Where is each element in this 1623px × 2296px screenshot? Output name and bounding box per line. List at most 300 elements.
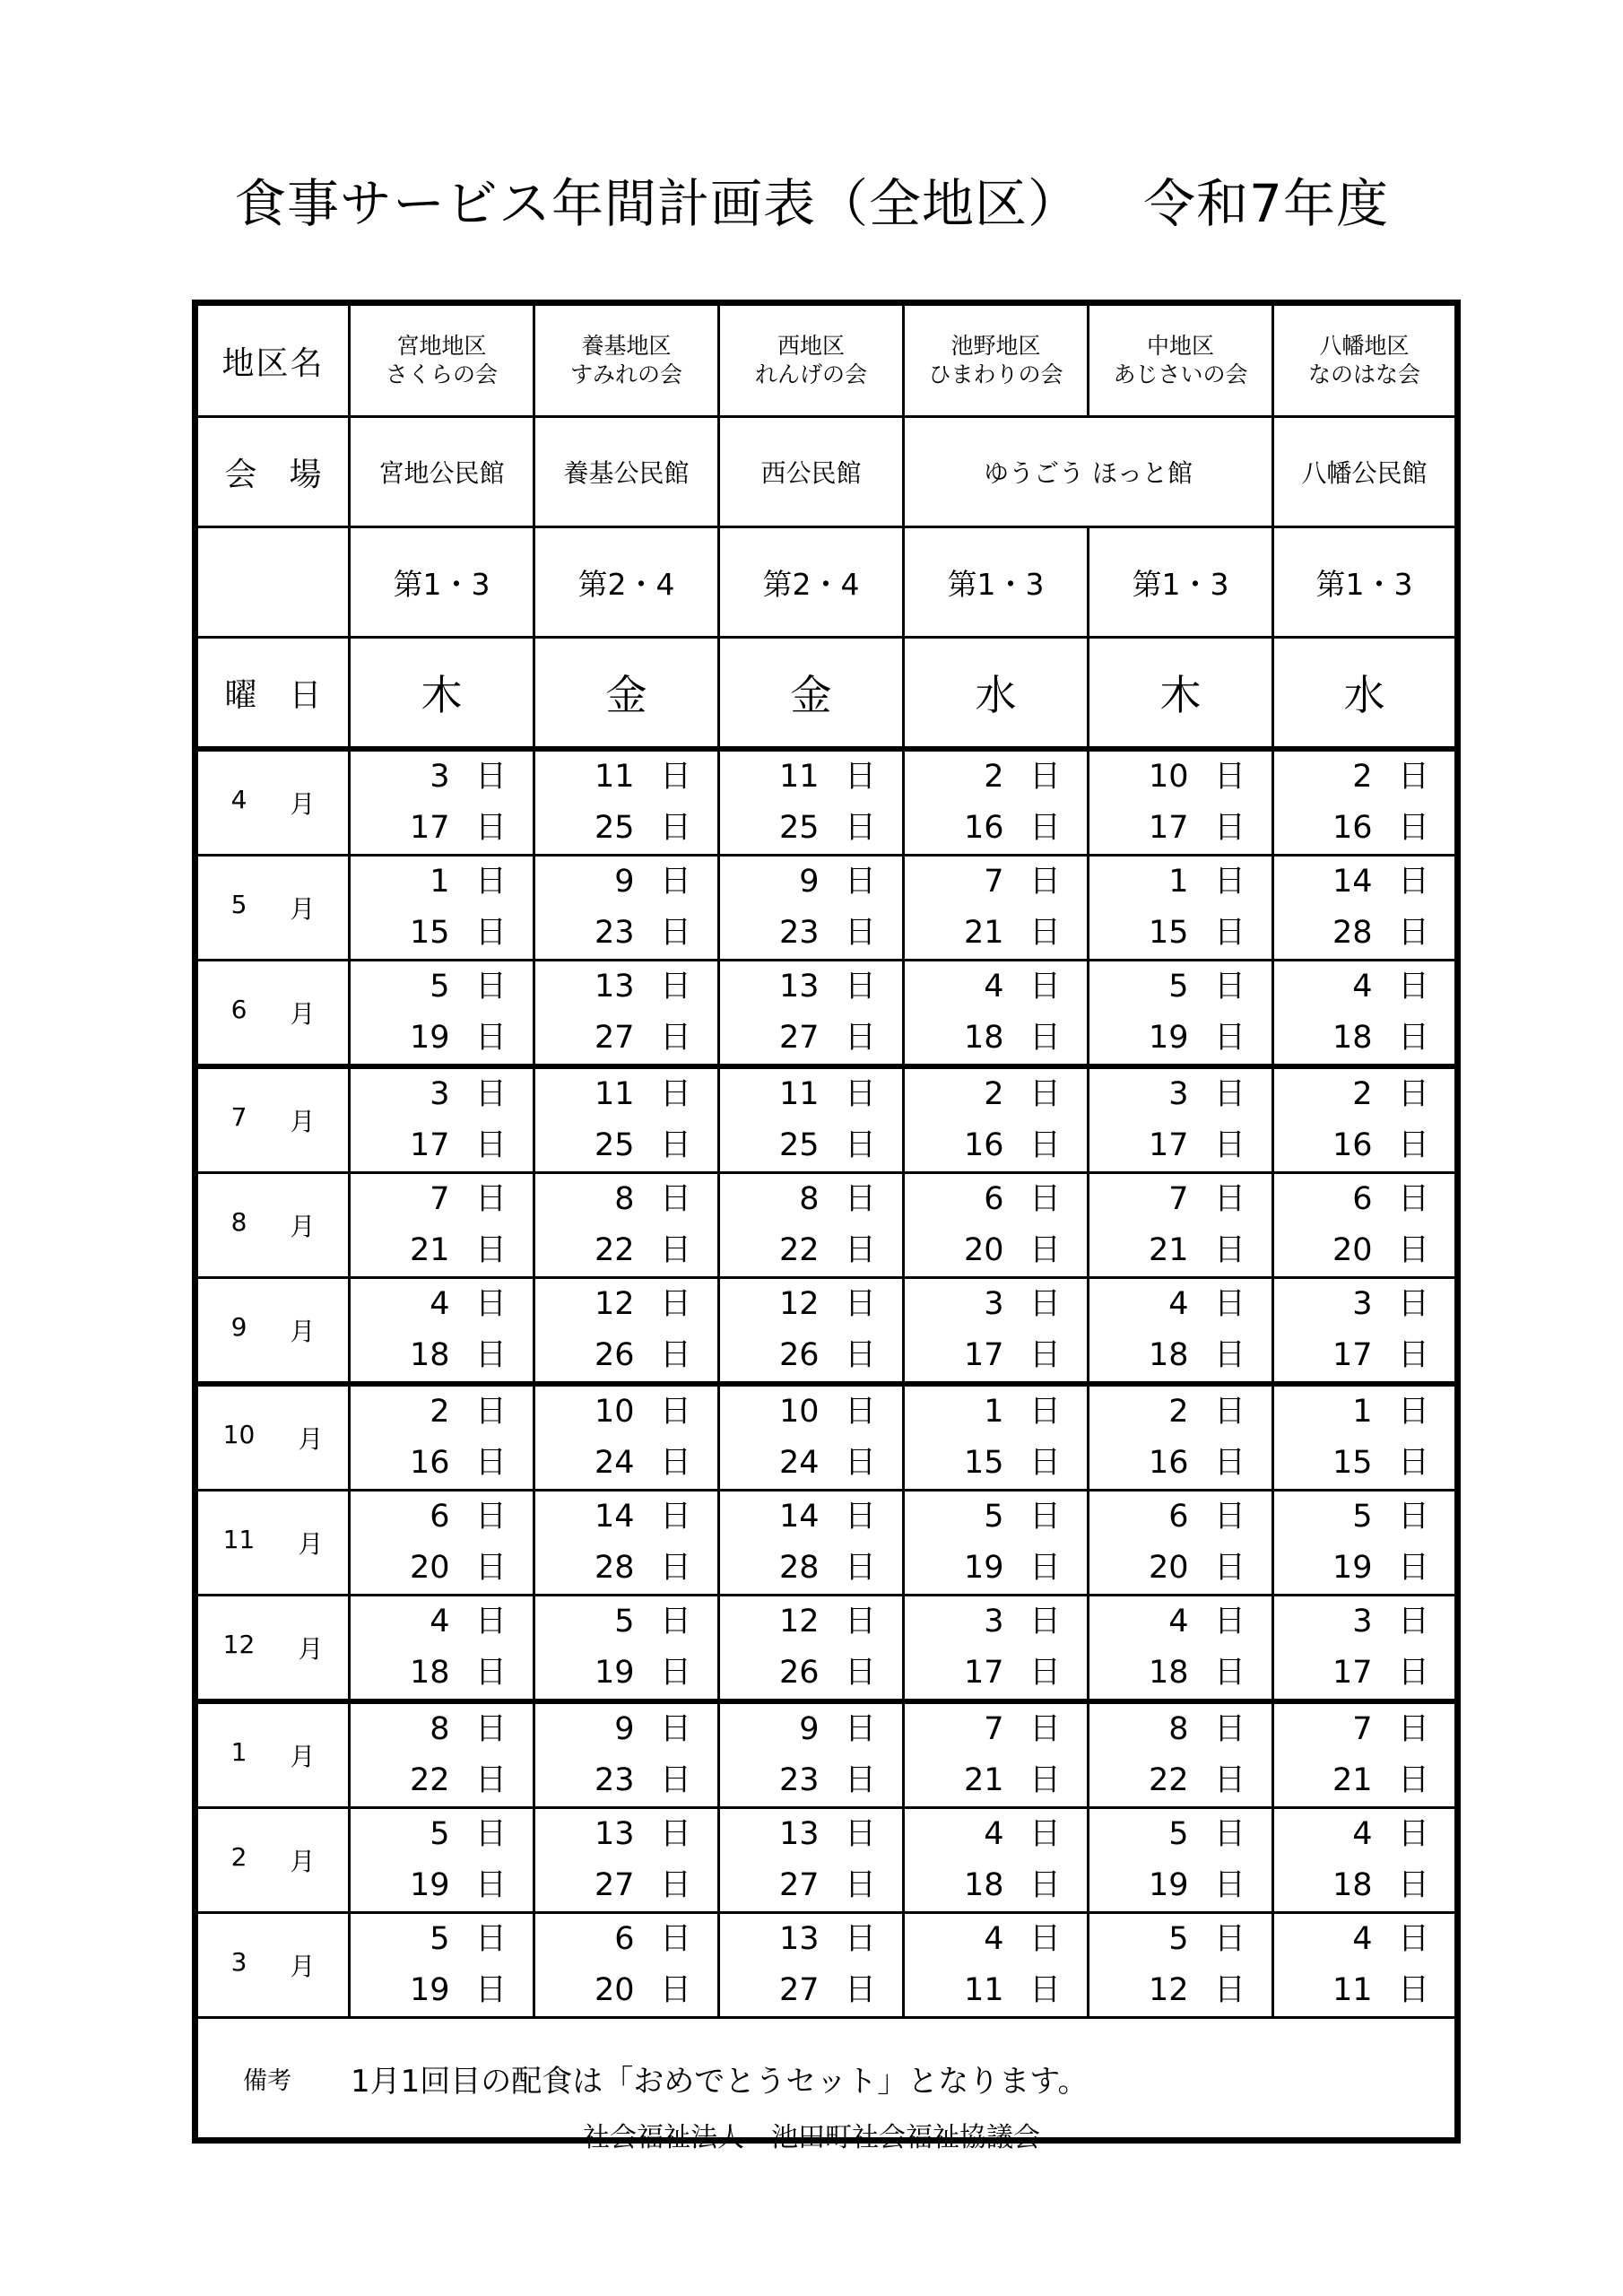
service-date <box>560 1013 694 1064</box>
day-unit: 日 <box>659 1020 691 1056</box>
day-number: 4 <box>430 1286 450 1322</box>
day-unit: 日 <box>474 1816 507 1852</box>
service-date <box>929 1225 1063 1276</box>
date-cell <box>1089 1701 1273 1808</box>
service-date <box>1298 1279 1432 1330</box>
service-date <box>929 908 1063 959</box>
district-header <box>350 303 534 417</box>
day-unit: 日 <box>1213 1337 1245 1373</box>
service-date <box>744 752 879 803</box>
service-date <box>744 1013 879 1064</box>
day-unit: 日 <box>1397 1972 1429 2008</box>
date-cell <box>904 961 1089 1067</box>
service-date <box>560 1492 694 1543</box>
month-number: 2 <box>230 1842 247 1872</box>
month-label <box>195 749 350 856</box>
day-unit: 日 <box>844 1816 876 1852</box>
service-date <box>744 961 879 1013</box>
month-label <box>195 1808 350 1913</box>
month-number: 6 <box>230 995 247 1024</box>
district-row <box>195 303 1458 417</box>
day-unit: 日 <box>474 1232 507 1268</box>
schedule-table <box>192 300 1461 2144</box>
month-unit: 月 <box>290 1847 316 1876</box>
month-unit: 月 <box>290 894 316 924</box>
day-unit: 日 <box>1028 915 1061 951</box>
day-unit: 日 <box>1028 1921 1061 1957</box>
month-number: 12 <box>222 1630 256 1659</box>
day-number: 15 <box>409 915 450 951</box>
day-number: 25 <box>778 810 820 846</box>
month-row <box>195 1173 1458 1278</box>
day-unit: 日 <box>1397 1762 1429 1798</box>
day-number: 8 <box>430 1711 450 1747</box>
month-unit: 月 <box>290 1317 316 1346</box>
day-unit: 日 <box>659 1181 691 1217</box>
service-date <box>1114 1543 1248 1594</box>
day-number: 11 <box>1332 1972 1373 2008</box>
service-date <box>560 1648 694 1699</box>
month-row <box>195 1384 1458 1491</box>
service-date <box>929 1965 1063 2016</box>
day-number: 11 <box>778 759 820 795</box>
month-row <box>195 1808 1458 1913</box>
day-unit: 日 <box>1028 1604 1061 1639</box>
date-cell <box>350 961 534 1067</box>
service-date <box>375 1648 509 1699</box>
day-number: 15 <box>1332 1445 1373 1481</box>
day-number: 6 <box>1352 1181 1373 1217</box>
day-number: 19 <box>409 1020 450 1056</box>
day-number: 23 <box>594 915 635 951</box>
service-date <box>560 1438 694 1489</box>
day-number: 6 <box>1168 1499 1189 1535</box>
day-number: 8 <box>1168 1711 1189 1747</box>
service-date <box>1298 1120 1432 1171</box>
district-name: 西地区 <box>777 333 845 359</box>
service-date <box>1114 961 1248 1013</box>
day-unit: 日 <box>1397 1181 1429 1217</box>
weekday-cell: 金 <box>719 638 904 750</box>
venue-cell: ゆうごう ほっと館 <box>904 417 1273 527</box>
date-cell <box>1273 1808 1458 1913</box>
day-unit: 日 <box>1028 1762 1061 1798</box>
day-unit: 日 <box>1397 969 1429 1004</box>
date-cell <box>1089 1384 1273 1491</box>
date-cell <box>1089 1913 1273 2018</box>
service-date <box>929 1860 1063 1911</box>
day-number: 16 <box>1148 1445 1189 1481</box>
day-unit: 日 <box>1213 915 1245 951</box>
day-unit: 日 <box>474 1445 507 1481</box>
day-unit: 日 <box>1028 1286 1061 1322</box>
day-unit: 日 <box>659 1286 691 1322</box>
day-number: 20 <box>963 1232 1004 1268</box>
service-date <box>375 1492 509 1543</box>
day-number: 17 <box>963 1337 1004 1373</box>
page-title <box>0 161 1623 237</box>
day-unit: 日 <box>1397 1394 1429 1430</box>
service-date <box>929 752 1063 803</box>
venue-cell: 西公民館 <box>719 417 904 527</box>
date-cell <box>534 1491 719 1596</box>
day-number: 22 <box>594 1232 635 1268</box>
day-number: 9 <box>614 1711 635 1747</box>
day-number: 18 <box>963 1020 1004 1056</box>
day-unit: 日 <box>844 1445 876 1481</box>
service-date <box>560 1965 694 2016</box>
day-unit: 日 <box>1397 1286 1429 1322</box>
service-date <box>560 1279 694 1330</box>
day-number: 10 <box>1148 759 1189 795</box>
service-date <box>1114 1069 1248 1120</box>
date-cell <box>1089 856 1273 961</box>
date-cell <box>1273 1491 1458 1596</box>
service-date <box>744 1755 879 1806</box>
month-row <box>195 1701 1458 1808</box>
day-number: 10 <box>778 1394 820 1430</box>
district-header <box>1089 303 1273 417</box>
service-date <box>1298 1596 1432 1648</box>
day-unit: 日 <box>1028 1972 1061 2008</box>
day-number: 7 <box>1168 1181 1189 1217</box>
date-cell <box>904 1701 1089 1808</box>
service-date <box>929 1387 1063 1438</box>
service-date <box>375 1704 509 1755</box>
service-date <box>1298 1330 1432 1381</box>
day-unit: 日 <box>659 1499 691 1535</box>
day-number: 11 <box>594 759 635 795</box>
date-cell <box>1089 1491 1273 1596</box>
day-number: 18 <box>409 1337 450 1373</box>
venue-cell: 養基公民館 <box>534 417 719 527</box>
day-number: 2 <box>1352 1076 1373 1112</box>
day-unit: 日 <box>844 1020 876 1056</box>
day-number: 26 <box>778 1655 820 1691</box>
week-row <box>195 527 1458 638</box>
day-unit: 日 <box>1028 1867 1061 1903</box>
service-date <box>560 857 694 908</box>
service-date <box>744 1225 879 1276</box>
day-number: 17 <box>963 1655 1004 1691</box>
weekday-label: 曜 日 <box>195 638 350 750</box>
date-cell <box>1273 961 1458 1067</box>
day-number: 12 <box>778 1604 820 1639</box>
day-unit: 日 <box>1213 1232 1245 1268</box>
service-date <box>1298 1225 1432 1276</box>
day-unit: 日 <box>844 1762 876 1798</box>
day-unit: 日 <box>1028 1655 1061 1691</box>
day-unit: 日 <box>844 969 876 1004</box>
day-number: 23 <box>594 1762 635 1798</box>
day-unit: 日 <box>1028 759 1061 795</box>
day-number: 22 <box>778 1232 820 1268</box>
day-unit: 日 <box>474 1550 507 1586</box>
month-unit: 月 <box>290 1107 316 1136</box>
service-date <box>929 1438 1063 1489</box>
service-date <box>375 1809 509 1860</box>
day-number: 8 <box>799 1181 820 1217</box>
day-number: 1 <box>1168 864 1189 900</box>
group-name: れんげの会 <box>754 361 867 387</box>
month-row <box>195 1491 1458 1596</box>
day-number: 28 <box>594 1550 635 1586</box>
day-number: 14 <box>1332 864 1373 900</box>
service-date <box>1298 1069 1432 1120</box>
day-unit: 日 <box>1028 1181 1061 1217</box>
date-cell <box>1273 1384 1458 1491</box>
date-cell <box>534 1701 719 1808</box>
month-label <box>195 1384 350 1491</box>
day-unit: 日 <box>1213 1394 1245 1430</box>
district-header <box>719 303 904 417</box>
day-number: 5 <box>614 1604 635 1639</box>
day-unit: 日 <box>474 1711 507 1747</box>
service-date <box>1298 857 1432 908</box>
day-unit: 日 <box>1397 1604 1429 1639</box>
date-cell <box>719 1913 904 2018</box>
day-unit: 日 <box>659 810 691 846</box>
day-unit: 日 <box>844 1232 876 1268</box>
weekday-cell: 金 <box>534 638 719 750</box>
day-number: 17 <box>409 1127 450 1163</box>
venue-cell: 宮地公民館 <box>350 417 534 527</box>
day-unit: 日 <box>1397 759 1429 795</box>
date-cell <box>534 856 719 961</box>
day-number: 4 <box>1168 1286 1189 1322</box>
service-date <box>744 857 879 908</box>
day-unit: 日 <box>1213 1921 1245 1957</box>
service-date <box>744 1492 879 1543</box>
day-unit: 日 <box>844 1394 876 1430</box>
service-date <box>375 1438 509 1489</box>
month-number: 3 <box>230 1947 247 1977</box>
day-number: 4 <box>984 969 1004 1004</box>
day-unit: 日 <box>844 759 876 795</box>
date-cell <box>904 1596 1089 1702</box>
date-cell <box>1273 749 1458 856</box>
service-date <box>560 752 694 803</box>
service-date <box>375 752 509 803</box>
day-number: 4 <box>984 1921 1004 1957</box>
day-number: 18 <box>1332 1867 1373 1903</box>
service-date <box>929 961 1063 1013</box>
day-unit: 日 <box>1213 1127 1245 1163</box>
service-date <box>929 1914 1063 1965</box>
date-cell <box>719 1066 904 1173</box>
date-cell <box>1273 1066 1458 1173</box>
district-name: 池野地区 <box>950 333 1041 359</box>
service-date <box>560 1596 694 1648</box>
day-number: 4 <box>1352 1816 1373 1852</box>
day-unit: 日 <box>844 1076 876 1112</box>
service-date <box>1298 1914 1432 1965</box>
service-date <box>744 1914 879 1965</box>
service-date <box>1114 1279 1248 1330</box>
date-cell <box>1273 1278 1458 1385</box>
date-cell <box>350 1701 534 1808</box>
day-number: 25 <box>778 1127 820 1163</box>
district-header <box>1273 303 1458 417</box>
day-unit: 日 <box>1397 1711 1429 1747</box>
day-unit: 日 <box>474 1020 507 1056</box>
service-date <box>1114 857 1248 908</box>
date-cell <box>1089 1808 1273 1913</box>
day-number: 21 <box>409 1232 450 1268</box>
group-name: すみれの会 <box>569 361 682 387</box>
date-cell <box>904 856 1089 961</box>
month-unit: 月 <box>290 789 316 819</box>
service-date <box>560 1914 694 1965</box>
day-number: 11 <box>594 1076 635 1112</box>
day-unit: 日 <box>474 1972 507 2008</box>
day-number: 2 <box>430 1394 450 1430</box>
day-number: 3 <box>1168 1076 1189 1112</box>
service-date <box>744 1438 879 1489</box>
day-number: 20 <box>1332 1232 1373 1268</box>
venue-row <box>195 417 1458 527</box>
day-number: 17 <box>1332 1337 1373 1373</box>
service-date <box>744 1330 879 1381</box>
day-unit: 日 <box>1213 864 1245 900</box>
day-number: 19 <box>409 1867 450 1903</box>
week-cell: 第1・3 <box>350 527 534 638</box>
service-date <box>375 857 509 908</box>
service-date <box>1114 1387 1248 1438</box>
day-unit: 日 <box>1028 864 1061 900</box>
weekday-row <box>195 638 1458 750</box>
day-unit: 日 <box>1397 1076 1429 1112</box>
service-date <box>375 1965 509 2016</box>
day-unit: 日 <box>844 1550 876 1586</box>
service-date <box>929 1596 1063 1648</box>
service-date <box>1298 1174 1432 1225</box>
month-number: 9 <box>230 1312 247 1342</box>
day-number: 17 <box>409 810 450 846</box>
date-cell <box>1273 856 1458 961</box>
month-row <box>195 1066 1458 1173</box>
date-cell <box>534 961 719 1067</box>
day-number: 2 <box>1168 1394 1189 1430</box>
date-cell <box>1273 1596 1458 1702</box>
title-text: 食事サービス年間計画表（全地区） <box>234 173 1081 234</box>
day-unit: 日 <box>1213 1499 1245 1535</box>
service-date <box>929 1120 1063 1171</box>
day-number: 16 <box>963 1127 1004 1163</box>
day-unit: 日 <box>659 1921 691 1957</box>
date-cell <box>904 1384 1089 1491</box>
day-number: 6 <box>614 1921 635 1957</box>
service-date <box>560 1120 694 1171</box>
day-number: 4 <box>984 1816 1004 1852</box>
day-unit: 日 <box>1028 1020 1061 1056</box>
fiscal-year: 令和7年度 <box>1143 173 1389 234</box>
day-unit: 日 <box>1397 1020 1429 1056</box>
service-date <box>560 1225 694 1276</box>
week-cell: 第1・3 <box>1089 527 1273 638</box>
month-row <box>195 1913 1458 2018</box>
day-unit: 日 <box>1213 810 1245 846</box>
day-unit: 日 <box>1213 1816 1245 1852</box>
date-cell <box>904 1491 1089 1596</box>
date-cell <box>1089 1278 1273 1385</box>
day-unit: 日 <box>1213 1445 1245 1481</box>
day-unit: 日 <box>474 969 507 1004</box>
day-unit: 日 <box>844 1286 876 1322</box>
service-date <box>929 1279 1063 1330</box>
day-number: 15 <box>1148 915 1189 951</box>
service-date <box>1298 752 1432 803</box>
day-number: 15 <box>963 1445 1004 1481</box>
day-number: 11 <box>778 1076 820 1112</box>
date-cell <box>534 1384 719 1491</box>
service-date <box>744 1965 879 2016</box>
service-date <box>1114 1013 1248 1064</box>
day-number: 18 <box>963 1867 1004 1903</box>
day-number: 7 <box>984 864 1004 900</box>
day-unit: 日 <box>659 1127 691 1163</box>
month-label <box>195 961 350 1067</box>
date-cell <box>534 1596 719 1702</box>
day-number: 10 <box>594 1394 635 1430</box>
day-unit: 日 <box>659 1076 691 1112</box>
day-unit: 日 <box>1213 1076 1245 1112</box>
service-date <box>560 1387 694 1438</box>
month-label <box>195 1596 350 1702</box>
service-date <box>560 1755 694 1806</box>
service-date <box>560 1069 694 1120</box>
weekday-cell: 木 <box>350 638 534 750</box>
date-cell <box>719 1173 904 1278</box>
day-number: 14 <box>778 1499 820 1535</box>
day-unit: 日 <box>844 1867 876 1903</box>
day-number: 3 <box>984 1604 1004 1639</box>
month-unit: 月 <box>298 1529 324 1559</box>
day-unit: 日 <box>659 1337 691 1373</box>
day-number: 16 <box>409 1445 450 1481</box>
date-cell <box>350 1173 534 1278</box>
date-cell <box>719 1384 904 1491</box>
date-cell <box>534 1173 719 1278</box>
day-number: 5 <box>984 1499 1004 1535</box>
day-unit: 日 <box>659 969 691 1004</box>
day-number: 5 <box>430 969 450 1004</box>
day-unit: 日 <box>1397 1655 1429 1691</box>
day-number: 5 <box>1168 1816 1189 1852</box>
date-cell <box>719 1491 904 1596</box>
service-date <box>1114 1225 1248 1276</box>
day-number: 22 <box>409 1762 450 1798</box>
service-date <box>1298 1809 1432 1860</box>
day-unit: 日 <box>844 1337 876 1373</box>
date-cell <box>1089 961 1273 1067</box>
day-number: 18 <box>409 1655 450 1691</box>
service-date <box>744 1648 879 1699</box>
service-date <box>929 1704 1063 1755</box>
day-unit: 日 <box>1028 1550 1061 1586</box>
day-number: 5 <box>1168 969 1189 1004</box>
day-number: 9 <box>799 864 820 900</box>
service-date <box>744 1174 879 1225</box>
service-date <box>929 1492 1063 1543</box>
date-cell <box>1273 1701 1458 1808</box>
service-date <box>1114 1174 1248 1225</box>
service-date <box>744 1543 879 1594</box>
month-row <box>195 1278 1458 1385</box>
date-cell <box>534 1278 719 1385</box>
date-cell <box>719 749 904 856</box>
service-date <box>744 1279 879 1330</box>
